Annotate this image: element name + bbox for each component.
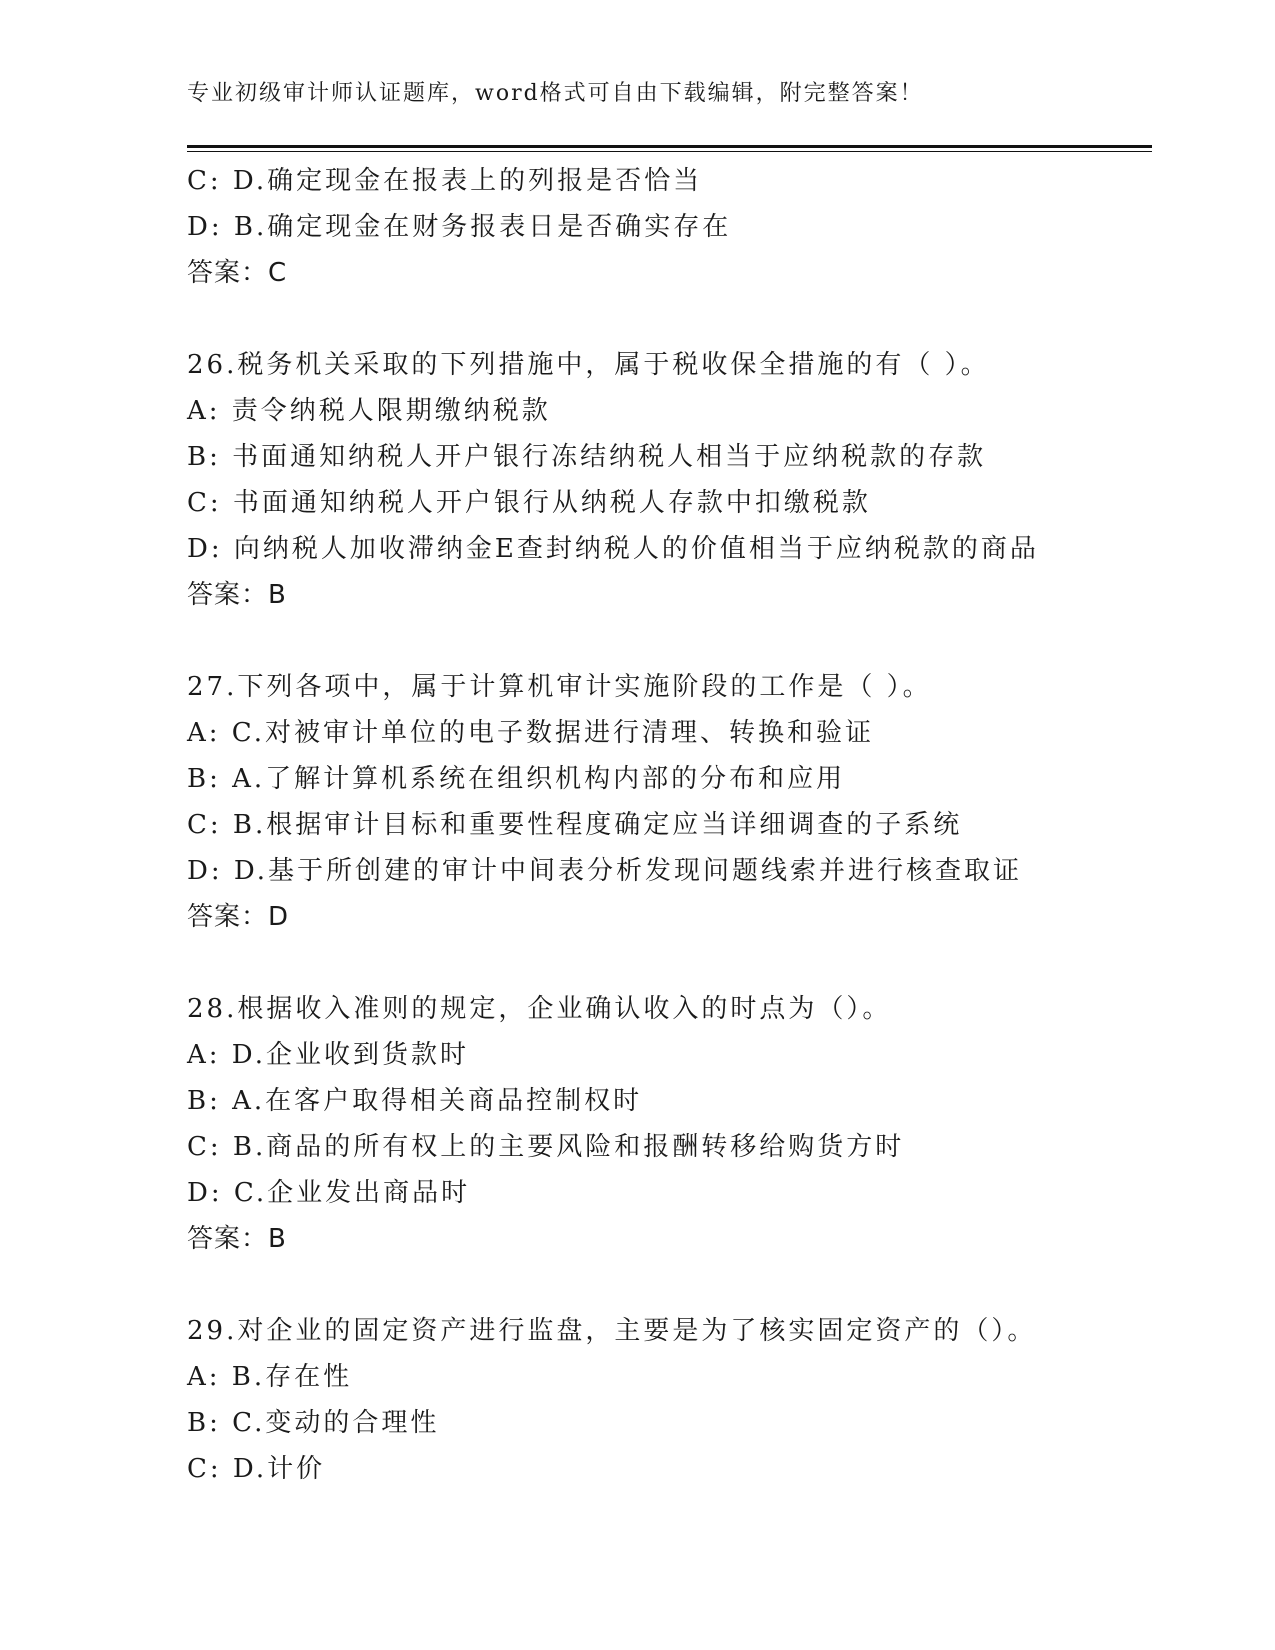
question-list [187, 158, 1152, 1492]
blank-line [187, 1262, 1152, 1308]
blank-line [187, 296, 1152, 342]
question-text: 28.根据收入准则的规定，企业确认收入的时点为（）。 [187, 994, 892, 1024]
page-header: 专业初级审计师认证题库，word格式可自由下载编辑，附完整答案！ [187, 81, 924, 106]
option-line: C: 书面通知纳税人开户银行从纳税人存款中扣缴税款 [187, 488, 871, 518]
option-line: B: C.变动的合理性 [187, 1408, 440, 1438]
blank-line [187, 940, 1152, 986]
answer-line: 答案：D [187, 902, 290, 932]
option-line: A: C.对被审计单位的电子数据进行清理、转换和验证 [187, 718, 875, 748]
question-text: 26.税务机关采取的下列措施中，属于税收保全措施的有（ ）。 [187, 350, 990, 380]
header-rule-thick [187, 145, 1152, 148]
option-line: C: B.商品的所有权上的主要风险和报酬转移给购货方时 [187, 1132, 905, 1162]
question-text: 27.下列各项中，属于计算机审计实施阶段的工作是（ ）。 [187, 672, 932, 702]
option-line: C: B.根据审计目标和重要性程度确定应当详细调查的子系统 [187, 810, 963, 840]
option-line: A: 责令纳税人限期缴纳税款 [187, 396, 551, 426]
option-line: B: A.了解计算机系统在组织机构内部的分布和应用 [187, 764, 846, 794]
option-line: B: A.在客户取得相关商品控制权时 [187, 1086, 643, 1116]
answer-line: 答案：C [187, 258, 288, 288]
option-line: A: D.企业收到货款时 [187, 1040, 469, 1070]
header-rule-thin [187, 151, 1152, 152]
answer-line: 答案：B [187, 580, 287, 610]
option-line: B: 书面通知纳税人开户银行冻结纳税人相当于应纳税款的存款 [187, 442, 987, 472]
option-line: C: D.确定现金在报表上的列报是否恰当 [187, 166, 703, 196]
answer-line: 答案：B [187, 1224, 287, 1254]
option-line: D: D.基于所创建的审计中间表分析发现问题线索并进行核查取证 [187, 856, 1023, 886]
option-line: D: 向纳税人加收滞纳金E查封纳税人的价值相当于应纳税款的商品 [187, 534, 1039, 564]
option-line: C: D.计价 [187, 1454, 326, 1484]
option-line: D: B.确定现金在财务报表日是否确实存在 [187, 212, 732, 242]
blank-line [187, 618, 1152, 664]
option-line: A: B.存在性 [187, 1362, 353, 1392]
option-line: D: C.企业发出商品时 [187, 1178, 471, 1208]
question-text: 29.对企业的固定资产进行监盘，主要是为了核实固定资产的（）。 [187, 1316, 1037, 1346]
